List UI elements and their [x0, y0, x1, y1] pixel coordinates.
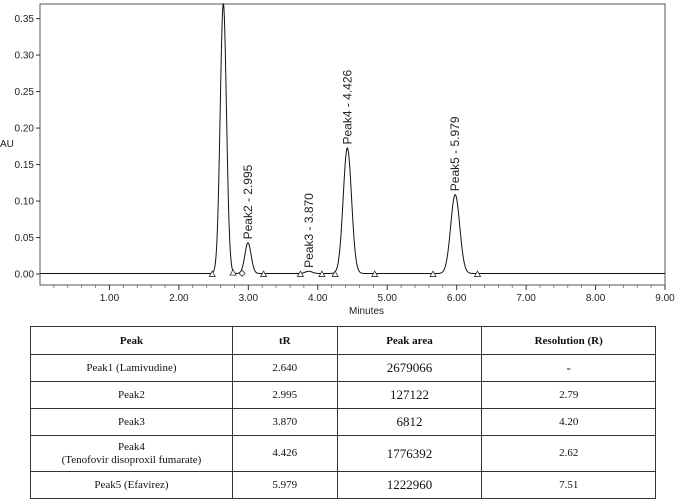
x-tick-label: 9.00: [655, 293, 675, 304]
cell-resolution: 2.62: [482, 436, 656, 472]
cell-tr: 4.426: [232, 436, 337, 472]
cell-resolution: 2.79: [482, 382, 656, 409]
table-header-row: [31, 327, 656, 355]
integration-marker: [239, 270, 245, 276]
y-tick-label: 0.30: [14, 50, 34, 62]
cell-peak-compound: (Tenofovir disoproxil fumarate): [61, 453, 202, 466]
peak-label: Peak5 - 5.979: [448, 116, 463, 192]
x-tick-label: 6.00: [446, 293, 467, 304]
peak-label: Peak4 - 4.426: [340, 69, 355, 145]
cell-peak: Peak5 (Efavirez): [31, 472, 233, 499]
cell-peak-name: Peak4: [118, 440, 145, 453]
header-peak-area: Peak area: [337, 327, 482, 355]
cell-area: 1776392: [337, 436, 482, 472]
cell-tr: 2.995: [232, 382, 337, 409]
header-tr: tR: [232, 327, 337, 355]
x-tick-label: 8.00: [585, 293, 606, 304]
x-tick-label: 7.00: [516, 293, 536, 304]
y-tick-label: 0.25: [14, 87, 34, 99]
results-table: [30, 326, 656, 499]
cell-resolution: -: [482, 355, 656, 382]
cell-tr: 5.979: [232, 472, 337, 499]
y-axis-title: AU: [0, 139, 14, 150]
cell-peak: [31, 436, 233, 472]
peak-label: Peak2 - 2.995: [240, 164, 255, 240]
peak-label: Peak3 - 3.870: [301, 193, 316, 268]
y-tick-label: 0.05: [14, 233, 34, 245]
x-axis-title: Minutes: [348, 306, 385, 317]
header-resolution: Resolution (R): [482, 327, 656, 355]
integration-marker: [230, 270, 236, 276]
x-tick-label: 4.00: [308, 293, 328, 304]
cell-area: 127122: [337, 382, 482, 409]
cell-peak: Peak3: [31, 409, 233, 436]
cell-resolution: 7.51: [482, 472, 656, 499]
x-tick-label: 1.00: [99, 293, 120, 304]
table-row: [31, 382, 656, 409]
table-row: [31, 409, 656, 436]
y-tick-label: 0.15: [14, 160, 34, 172]
cell-area: 2679066: [337, 355, 482, 382]
table-row: [31, 472, 656, 499]
x-tick-label: 5.00: [377, 293, 397, 304]
cell-peak: Peak1 (Lamivudine): [31, 355, 233, 382]
cell-area: 1222960: [337, 472, 482, 499]
cell-peak: Peak2: [31, 382, 233, 409]
y-tick-label: 0.10: [14, 196, 34, 208]
cell-resolution: 4.20: [482, 409, 656, 436]
x-tick-label: 3.00: [238, 293, 259, 304]
cell-tr: 2.640: [232, 355, 337, 382]
table-row: [31, 436, 656, 472]
table-row: [31, 355, 656, 382]
x-tick-label: 2.00: [169, 293, 189, 304]
cell-area: 6812: [337, 409, 482, 436]
y-tick-label: 0.35: [14, 14, 34, 26]
y-tick-label: 0.20: [14, 123, 34, 135]
header-peak: Peak: [31, 327, 233, 355]
y-tick-label: 0.00: [14, 269, 34, 281]
integration-marker: [332, 271, 338, 277]
cell-tr: 3.870: [232, 409, 337, 436]
